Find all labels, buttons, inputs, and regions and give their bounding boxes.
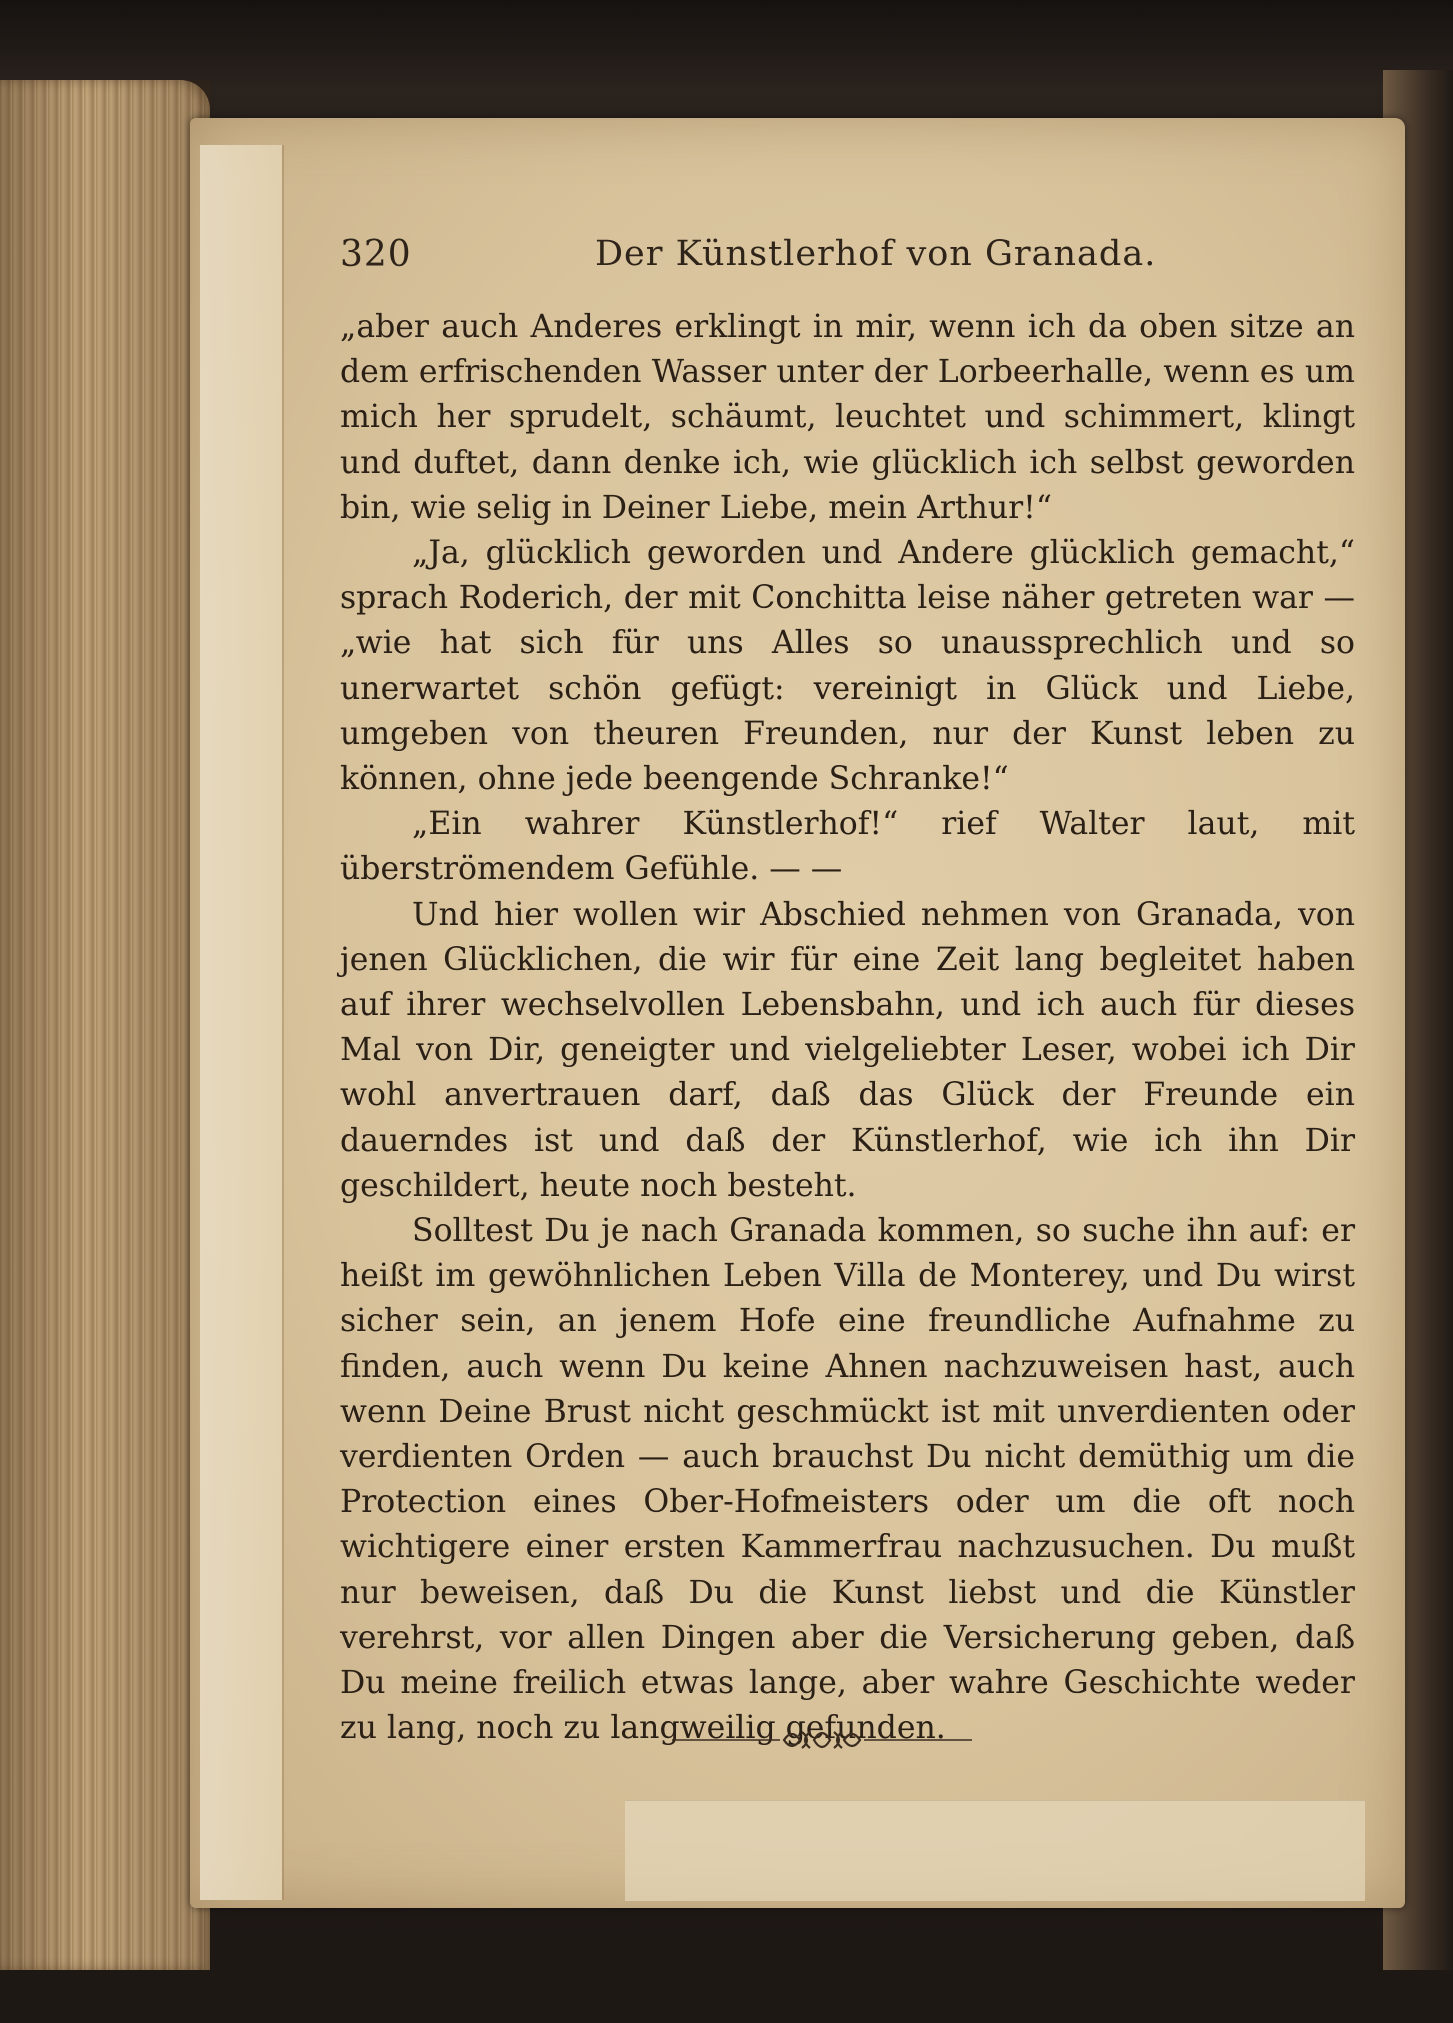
paper-slip [625,1800,1365,1901]
gutter-paper-strip [200,145,282,1900]
running-head: Der Künstlerhof von Granada. [595,234,1157,274]
page-header [340,228,1355,288]
page-edges-stack [0,80,210,1970]
page-number: 320 [340,234,412,275]
paragraph: „aber auch Anderes erklingt in mir, wenn ich da oben sitze an dem erfrischenden Wasser unter der Lorbeerhalle, wenn es um mich her sprudelt, schäumt, leuchtet und schimmert, klingt und duftet, dann denke ich, wie glücklich ich selbst geworden bin, wie selig in Deiner Liebe, mein Arthur!“ [340,309,1355,526]
paragraph: „Ein wahrer Künstlerhof!“ rief Walter laut, mit überströmendem Gefühle. — — [340,806,1355,888]
body-text [340,305,1355,1752]
paragraph: Und hier wollen wir Abschied nehmen von Granada, von jenen Glücklichen, die wir für eine Zeit lang begleitet haben auf ihrer wechselvollen Lebensbahn, und ich auch für dieses Mal von Dir, geneigter und vielgeliebter Leser, wobei ich Dir wohl anvertrauen darf, daß das Glück der Freunde ein dauerndes ist und daß der Künstlerhof, wie ich ihn Dir geschildert, heute noch besteht. [340,896,1355,1204]
gutter-line [282,145,284,1900]
backdrop [0,0,1453,95]
end-of-chapter-ornament-icon [672,1720,972,1760]
paragraph: „Ja, glücklich geworden und Andere glücklich gemacht,“ sprach Roderich, der mit Conchitta leise näher getreten war — „wie hat sich für uns Alles so unaussprechlich und so unerwartet schön gefügt: vereinigt in Glück und Liebe, umgeben von theuren Freunden, nur der Kunst leben zu können, ohne jede beengende Schranke!“ [340,535,1355,798]
paragraph: Solltest Du je nach Granada kommen, so suche ihn auf: er heißt im gewöhnlichen Leben Villa de Monterey, und Du wirst sicher sein, an jenem Hofe eine freundliche Aufnahme zu finden, auch wenn Du keine Ahnen nachzuweisen hast, auch wenn Deine Brust nicht geschmückt ist mit unverdienten oder verdienten Orden — auch brauchst Du nicht demüthig um die Protection eines Ober-Hofmeisters oder um die oft noch wichtigere einer ersten Kammerfrau nachzusuchen. Du mußt nur beweisen, daß Du die Kunst liebst und die Künstler verehrst, vor allen Dingen aber die Versicherung geben, daß Du meine freilich etwas lange, aber wahre Geschichte weder zu lang, noch zu langweilig gefunden. [340,1213,1355,1747]
